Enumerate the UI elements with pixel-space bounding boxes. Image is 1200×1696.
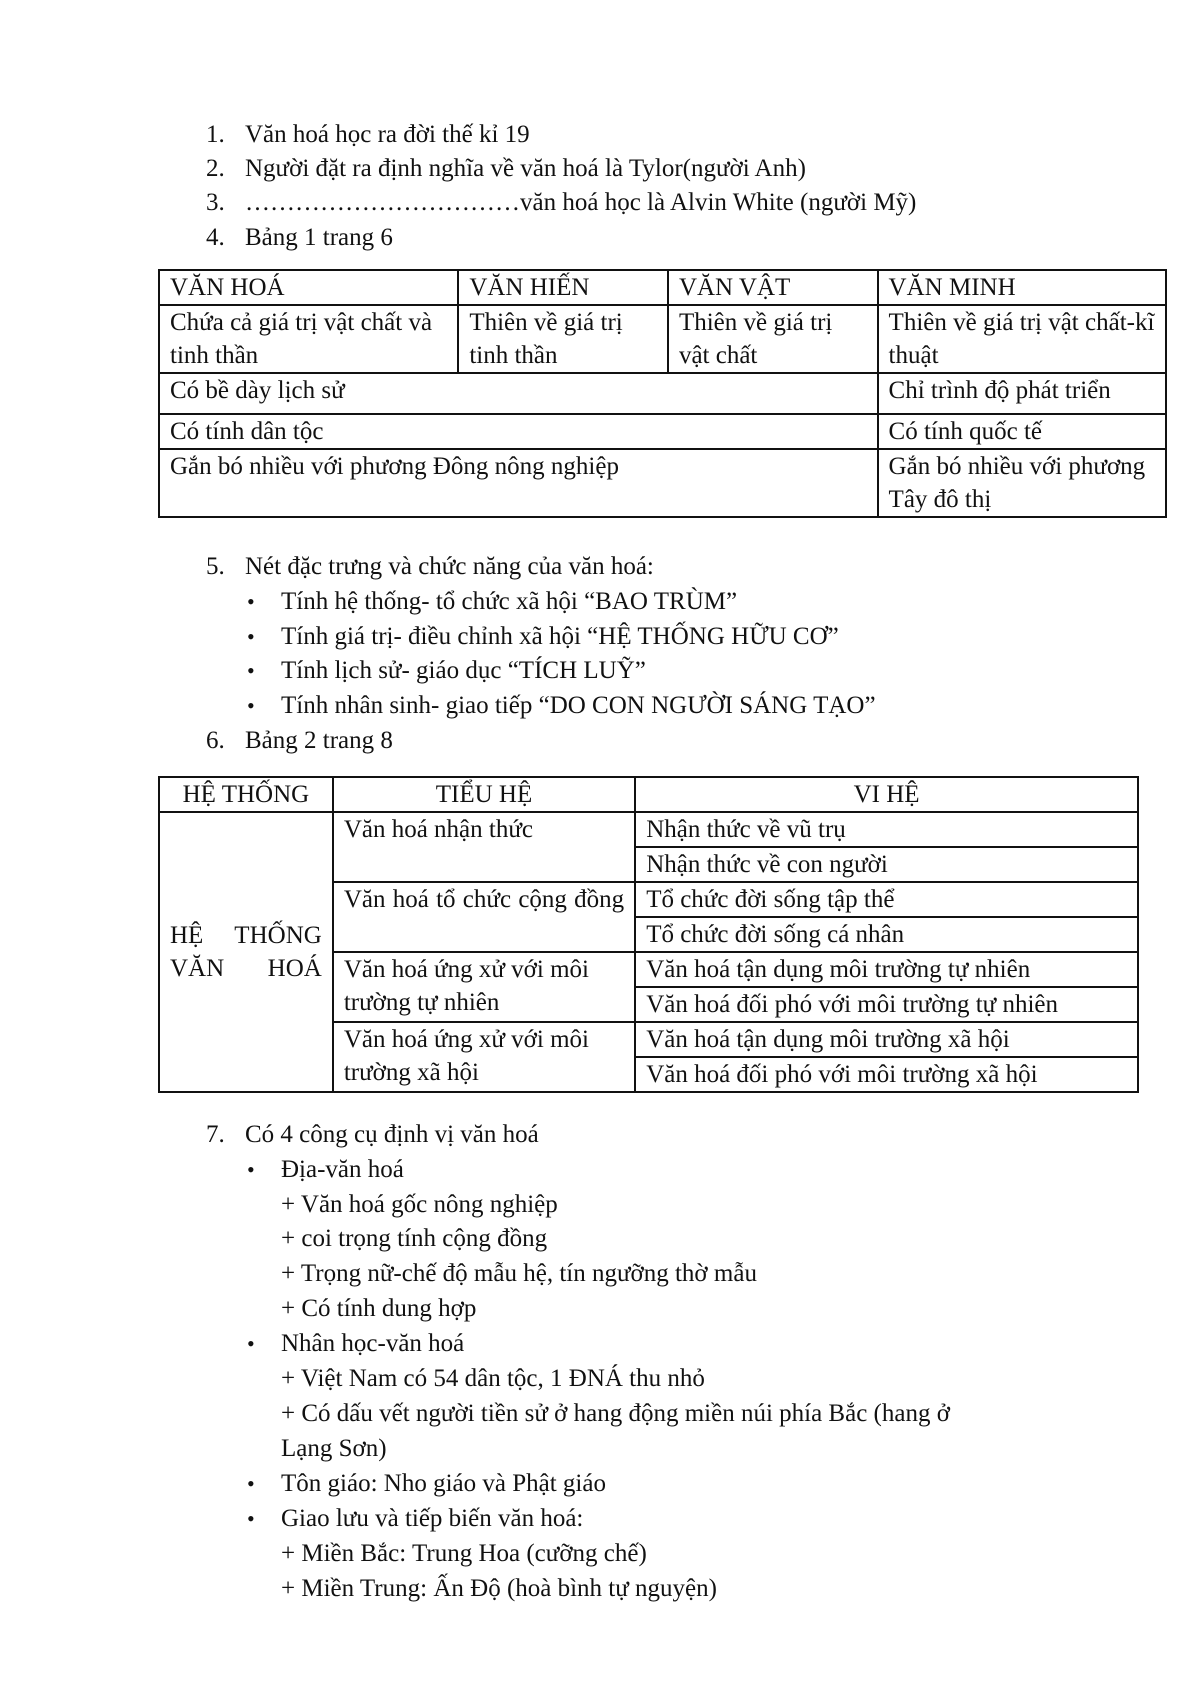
bullet-icon: • bbox=[247, 589, 255, 614]
subsystem-label: Văn hoá tổ chức cộng đồng bbox=[343, 886, 625, 913]
table-cell: Thiên về giá trị vật chất bbox=[668, 305, 878, 373]
table-cell: Có tính quốc tế bbox=[878, 414, 1166, 449]
tool-line: + Trọng nữ-chế độ mẫu hệ, tín ngưỡng thờ mẫu bbox=[281, 1260, 757, 1287]
tool-title: Nhân học-văn hoá bbox=[281, 1330, 465, 1357]
table-row bbox=[159, 373, 1166, 414]
system-cell bbox=[159, 812, 333, 1092]
tool-title: Giao lưu và tiếp biến văn hoá: bbox=[281, 1505, 584, 1532]
table-header-cell: TIỂU HỆ bbox=[333, 777, 635, 812]
subsystem-cell: Văn hoá ứng xử với môi trường xã hội bbox=[333, 1022, 635, 1092]
item-1-text: Văn hoá học ra đời thế kỉ 19 bbox=[245, 121, 530, 148]
microsystem-cell: Tổ chức đời sống tập thể bbox=[635, 882, 1138, 917]
item-5-text: Nét đặc trưng và chức năng của văn hoá: bbox=[245, 553, 654, 580]
table-header-cell: VĂN MINH bbox=[878, 270, 1166, 305]
item-number: 2. bbox=[206, 155, 225, 182]
tool-line: + Việt Nam có 54 dân tộc, 1 ĐNÁ thu nhỏ bbox=[281, 1365, 705, 1392]
trait-item: Tính giá trị- điều chỉnh xã hội “HỆ THỐNG HỮU CƠ” bbox=[281, 623, 839, 650]
item-3-text: ……………………………văn hoá học là Alvin White (người Mỹ) bbox=[245, 189, 917, 216]
table-header-cell: VI HỆ bbox=[635, 777, 1138, 812]
microsystem-cell: Nhận thức về con người bbox=[635, 847, 1138, 882]
tool-line: + Miền Bắc: Trung Hoa (cưỡng chế) bbox=[281, 1540, 647, 1567]
tool-title: Địa-văn hoá bbox=[281, 1156, 404, 1183]
subsystem-cell: Văn hoá ứng xử với môi trường tự nhiên bbox=[333, 952, 635, 1022]
tool-line: + Có tính dung hợp bbox=[281, 1295, 477, 1322]
subsystem-cell bbox=[333, 882, 635, 952]
table-cell: Chứa cả giá trị vật chất và tinh thần bbox=[159, 305, 458, 373]
bullet-icon: • bbox=[247, 1331, 255, 1356]
bullet-icon: • bbox=[247, 658, 255, 683]
bullet-icon: • bbox=[247, 1471, 255, 1496]
microsystem-cell: Văn hoá đối phó với môi trường tự nhiên bbox=[635, 987, 1138, 1022]
microsystem-cell: Tổ chức đời sống cá nhân bbox=[635, 917, 1138, 952]
item-number: 4. bbox=[206, 224, 225, 251]
bullet-icon: • bbox=[247, 1506, 255, 1531]
trait-item: Tính hệ thống- tổ chức xã hội “BAO TRÙM” bbox=[281, 588, 738, 615]
item-number: 6. bbox=[206, 727, 225, 754]
item-7-text: Có 4 công cụ định vị văn hoá bbox=[245, 1121, 539, 1148]
bullet-icon: • bbox=[247, 693, 255, 718]
table-culture-system bbox=[158, 776, 1139, 1093]
table-header-cell: VĂN VẬT bbox=[668, 270, 878, 305]
system-label: HỆ THỐNG VĂN HOÁ bbox=[170, 922, 322, 982]
trait-item: Tính lịch sử- giáo dục “TÍCH LUỸ” bbox=[281, 657, 646, 684]
table-header-row bbox=[159, 270, 1166, 305]
table-cell: Chỉ trình độ phát triển bbox=[878, 373, 1166, 414]
table-cell: Gắn bó nhiều với phương Đông nông nghiệp bbox=[159, 449, 878, 517]
table-header-row bbox=[159, 777, 1138, 812]
table-cell: Có tính dân tộc bbox=[159, 414, 878, 449]
bullet-icon: • bbox=[247, 1157, 255, 1182]
bullet-icon: • bbox=[247, 624, 255, 649]
item-number: 5. bbox=[206, 553, 225, 580]
table-header-cell: VĂN HIẾN bbox=[458, 270, 668, 305]
item-number: 3. bbox=[206, 189, 225, 216]
table-header-cell: HỆ THỐNG bbox=[159, 777, 333, 812]
table-cell: Có bề dày lịch sử bbox=[159, 373, 878, 414]
tool-title: Tôn giáo: Nho giáo và Phật giáo bbox=[281, 1470, 606, 1497]
microsystem-cell: Văn hoá tận dụng môi trường xã hội bbox=[635, 1022, 1138, 1057]
item-number: 1. bbox=[206, 121, 225, 148]
item-6-text: Bảng 2 trang 8 bbox=[245, 727, 393, 754]
table-header-cell: VĂN HOÁ bbox=[159, 270, 458, 305]
tool-line: + Văn hoá gốc nông nghiệp bbox=[281, 1191, 558, 1218]
table-culture-comparison bbox=[158, 269, 1167, 518]
table-cell: Thiên về giá trị tinh thần bbox=[458, 305, 668, 373]
microsystem-cell: Văn hoá đối phó với môi trường xã hội bbox=[635, 1057, 1138, 1092]
table-row bbox=[159, 305, 1166, 373]
subsystem-cell: Văn hoá nhận thức bbox=[333, 812, 635, 882]
tool-line: + Miền Trung: Ấn Độ (hoà bình tự nguyện) bbox=[281, 1575, 717, 1602]
tool-line: Lạng Sơn) bbox=[281, 1435, 387, 1462]
table-row bbox=[159, 812, 1138, 847]
table-cell: Thiên về giá trị vật chất-kĩ thuật bbox=[878, 305, 1166, 373]
item-2-text: Người đặt ra định nghĩa về văn hoá là Tylor(người Anh) bbox=[245, 155, 806, 182]
table-row bbox=[159, 449, 1166, 517]
table-cell: Gắn bó nhiều với phương Tây đô thị bbox=[878, 449, 1166, 517]
tool-line: + coi trọng tính cộng đồng bbox=[281, 1225, 548, 1252]
item-4-text: Bảng 1 trang 6 bbox=[245, 224, 393, 251]
item-number: 7. bbox=[206, 1121, 225, 1148]
tool-line: + Có dấu vết người tiền sử ở hang động miền núi phía Bắc (hang ở bbox=[281, 1400, 950, 1427]
table-row bbox=[159, 414, 1166, 449]
microsystem-cell: Nhận thức về vũ trụ bbox=[635, 812, 1138, 847]
microsystem-cell: Văn hoá tận dụng môi trường tự nhiên bbox=[635, 952, 1138, 987]
trait-item: Tính nhân sinh- giao tiếp “DO CON NGƯỜI SÁNG TẠO” bbox=[281, 692, 876, 719]
